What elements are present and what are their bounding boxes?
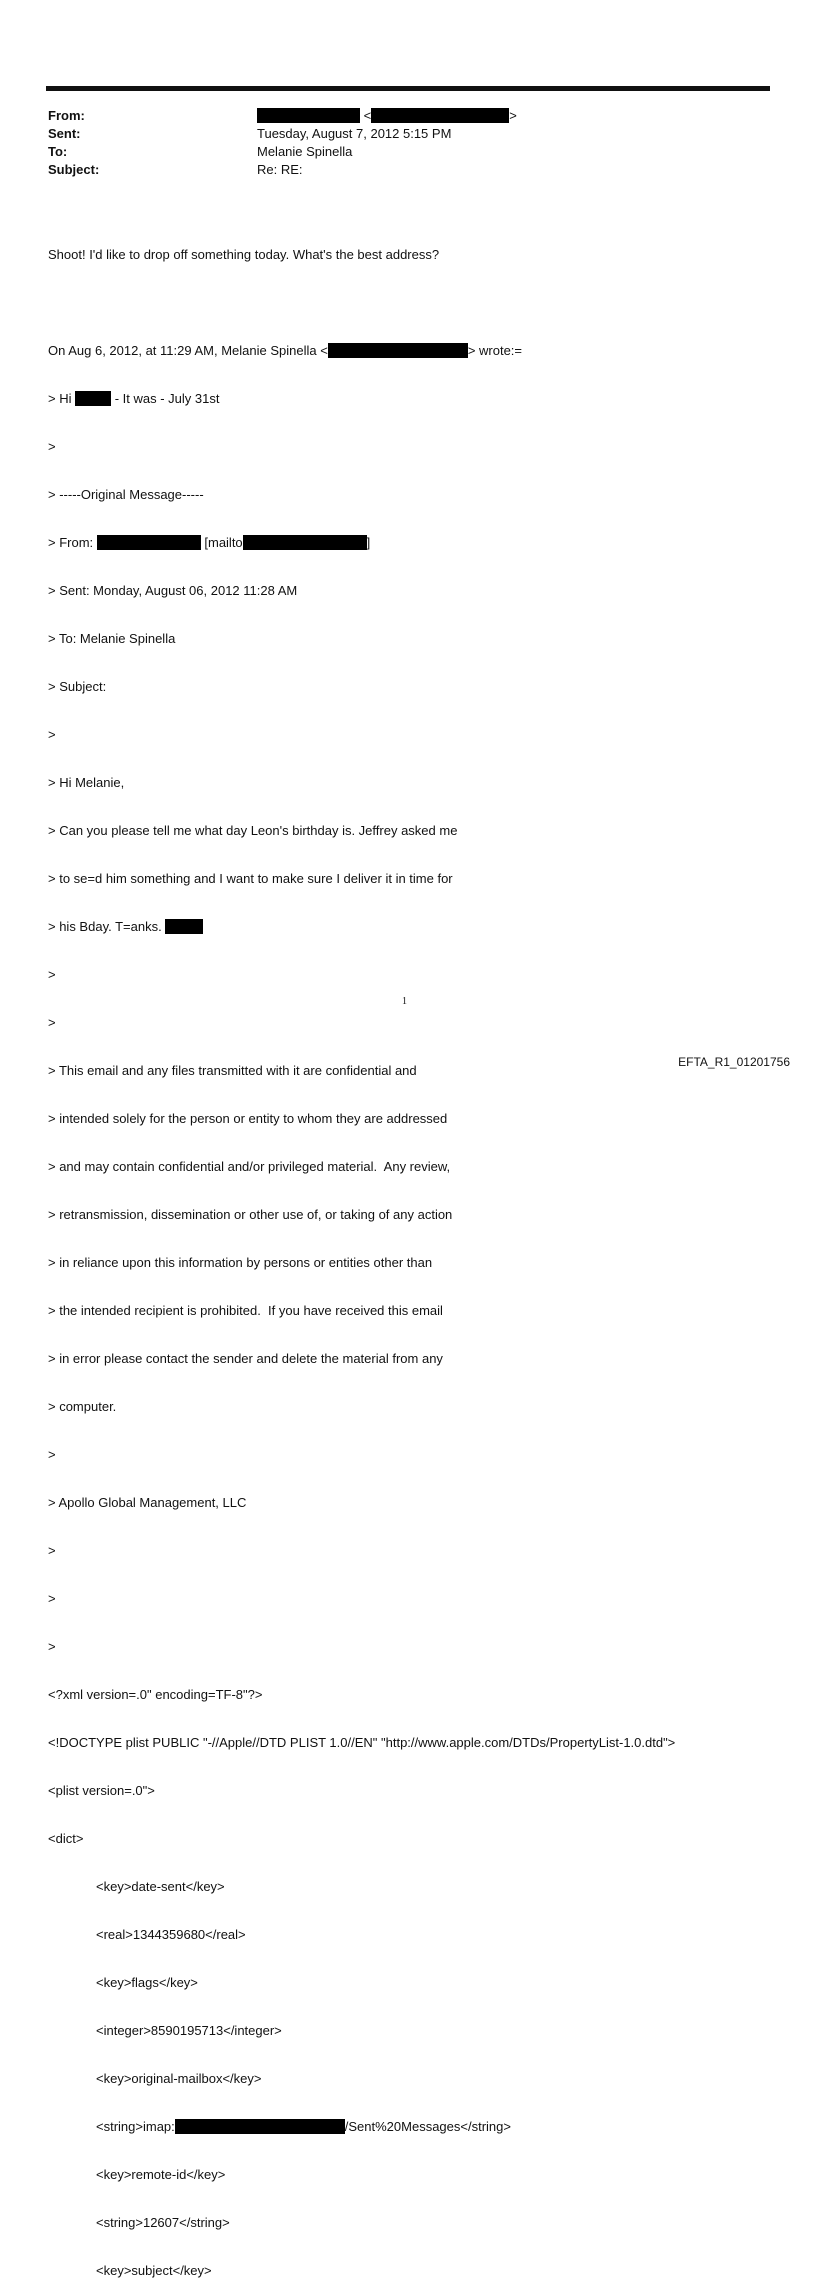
mailto-end: ] (366, 535, 371, 550)
body-line: > (48, 1447, 56, 1462)
sent-label: Sent: (48, 126, 81, 141)
redaction-box (328, 343, 468, 358)
imap-prefix: <string>imap: (96, 2119, 175, 2134)
reply-text: - It was - July 31st (111, 391, 220, 406)
body-line: > the intended recipient is prohibited. If you have received this email (48, 1303, 443, 1318)
mailto-text: [mailto (200, 535, 243, 550)
body-line: > (48, 967, 56, 982)
body-line: > This email and any files transmitted with it are confidential and (48, 1063, 417, 1078)
redaction-box (371, 108, 509, 123)
body-line (48, 390, 675, 408)
header-rule (46, 86, 770, 91)
body-line (48, 918, 675, 936)
body-line: > Sent: Monday, August 06, 2012 11:28 AM (48, 583, 298, 598)
body-line: <key>subject</key> (96, 2263, 212, 2278)
body-line: <!DOCTYPE plist PUBLIC "-//Apple//DTD PLIST 1.0//EN" "http://www.apple.com/DTDs/PropertyList-1.0.dtd"> (48, 1735, 676, 1750)
body-line (48, 294, 675, 312)
body-line: > (48, 439, 56, 454)
body-line: > Apollo Global Management, LLC (48, 1495, 247, 1510)
thanks-text: > his Bday. T=anks. (48, 919, 166, 934)
redaction-box (97, 535, 201, 550)
redaction-box (165, 919, 203, 934)
from-lt: < (363, 108, 372, 123)
body-line: > (48, 1543, 56, 1558)
body-line: <string>12607</string> (96, 2215, 230, 2230)
document-id: EFTA_R1_01201756 (678, 1055, 790, 1069)
redaction-box (75, 391, 111, 406)
body-line: <key>original-mailbox</key> (96, 2071, 262, 2086)
body-line: <?xml version=.0" encoding=TF-8"?> (48, 1687, 263, 1702)
quote-intro-end: > wrote:= (467, 343, 523, 358)
sent-value: Tuesday, August 7, 2012 5:15 PM (257, 126, 452, 141)
body-line: > Hi Melanie, (48, 775, 125, 790)
body-line: > -----Original Message----- (48, 487, 204, 502)
body-line: > (48, 727, 56, 742)
subject-value: Re: RE: (257, 162, 303, 177)
redaction-box (257, 108, 360, 123)
body-line: > retransmission, dissemination or other use of, or taking of any action (48, 1207, 453, 1222)
body-line: > to se=d him something and I want to make sure I deliver it in time for (48, 871, 453, 886)
body-line: > (48, 1639, 56, 1654)
redaction-box (243, 535, 367, 550)
body-line: > To: Melanie Spinella (48, 631, 176, 646)
body-line: > (48, 1015, 56, 1030)
body-line: > in error please contact the sender and delete the material from any (48, 1351, 443, 1366)
subject-label: Subject: (48, 162, 100, 177)
body-line: <key>remote-id</key> (96, 2167, 226, 2182)
from-value (257, 107, 517, 125)
body-line: > Subject: (48, 679, 107, 694)
body-line: > in reliance upon this information by persons or entities other than (48, 1255, 433, 1270)
body-line: <plist version=.0"> (48, 1783, 155, 1798)
from-gt: > (509, 108, 517, 123)
body-line: <integer>8590195713</integer> (96, 2023, 282, 2038)
to-value: Melanie Spinella (257, 144, 353, 159)
body-line: > computer. (48, 1399, 117, 1414)
imap-suffix: /Sent%20Messages</string> (344, 2119, 511, 2134)
quote-intro: On Aug 6, 2012, at 11:29 AM, Melanie Spinella < (48, 343, 328, 358)
redaction-box (175, 2119, 345, 2134)
to-label: To: (48, 144, 68, 159)
page-number: 1 (402, 996, 407, 1007)
body-line (48, 342, 675, 360)
body-line: > (48, 1591, 56, 1606)
body-line (48, 534, 675, 552)
orig-from-label: > From: (48, 535, 97, 550)
from-label: From: (48, 108, 85, 123)
body-line: > Can you please tell me what day Leon's birthday is. Jeffrey asked me (48, 823, 458, 838)
body-line (48, 2118, 675, 2136)
body-line: > intended solely for the person or entity to whom they are addressed (48, 1111, 448, 1126)
body-line: Shoot! I'd like to drop off something today. What's the best address? (48, 247, 440, 262)
email-body (48, 216, 675, 2295)
body-line: > and may contain confidential and/or privileged material. Any review, (48, 1159, 451, 1174)
body-line: <real>1344359680</real> (96, 1927, 246, 1942)
greeting: > Hi (48, 391, 76, 406)
body-line: <key>date-sent</key> (96, 1879, 225, 1894)
body-line: <dict> (48, 1831, 84, 1846)
body-line: <key>flags</key> (96, 1975, 198, 1990)
